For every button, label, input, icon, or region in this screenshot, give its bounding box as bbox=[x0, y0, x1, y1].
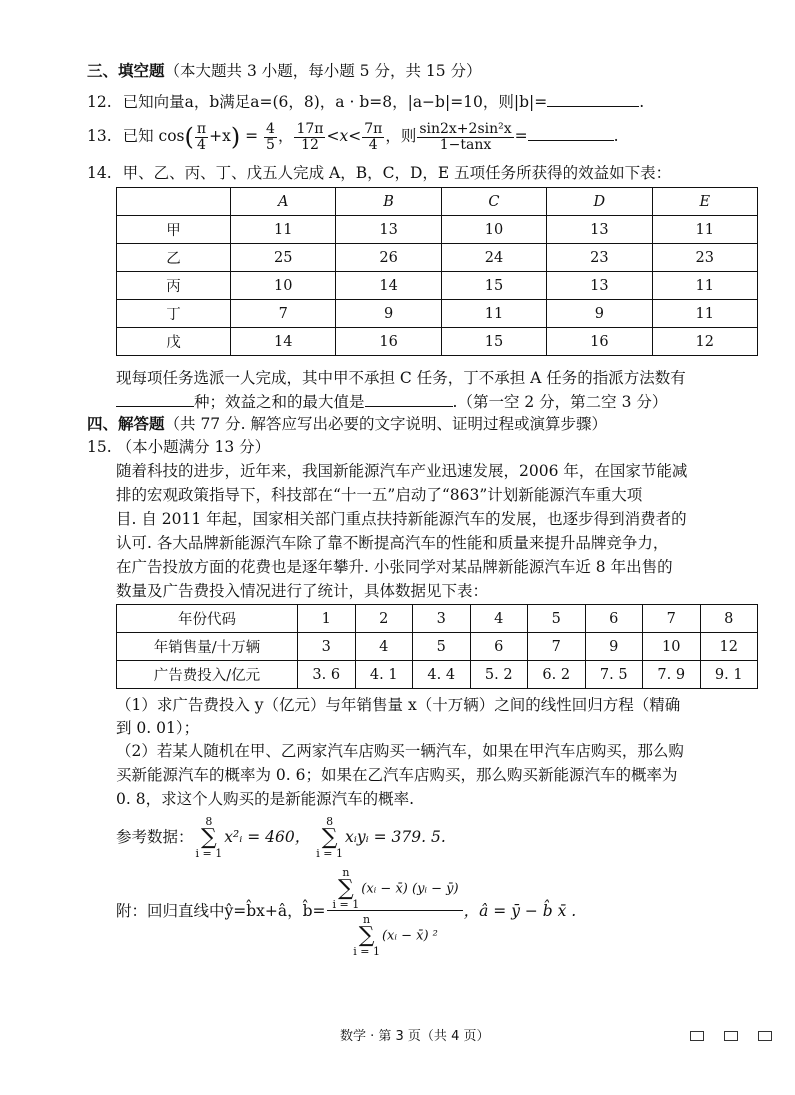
q15-ref-sum2: xᵢyᵢ = 379. 5. bbox=[344, 828, 446, 846]
table-cell: 9 bbox=[585, 633, 643, 661]
q14-after-line2 bbox=[116, 391, 667, 412]
table-cell: 11 bbox=[652, 216, 757, 244]
table-cell: 4. 1 bbox=[355, 661, 413, 689]
table-cell: 3 bbox=[413, 605, 471, 633]
q15-para-line: 在广告投放方面的花费也是逐年攀升. 小张同学对某品牌新能源汽车近 8 年出售的 bbox=[116, 558, 673, 576]
table-cell: 16 bbox=[336, 328, 441, 356]
table-header-cell: B bbox=[336, 188, 441, 216]
table-cell: 7. 9 bbox=[643, 661, 701, 689]
table-cell: 年销售量/十万辆 bbox=[117, 633, 298, 661]
q15-table bbox=[116, 604, 758, 689]
table-cell: 3. 6 bbox=[298, 661, 356, 689]
table-row bbox=[117, 661, 758, 689]
table-cell: 10 bbox=[231, 272, 336, 300]
table-cell: 8 bbox=[700, 605, 758, 633]
table-cell: 6. 2 bbox=[528, 661, 586, 689]
q14-after-line1: 现每项任务选派一人完成，其中甲不承担 C 任务，丁不承担 A 任务的指派方法数有 bbox=[116, 369, 686, 387]
q15-para-line: 随着科技的进步，近年来，我国新能源汽车产业迅速发展，2006 年，在国家节能减 bbox=[116, 462, 688, 480]
table-cell: 丙 bbox=[117, 272, 231, 300]
table-cell: 16 bbox=[547, 328, 652, 356]
table-cell: 4 bbox=[355, 633, 413, 661]
table-cell: 10 bbox=[643, 633, 701, 661]
q15-part1-line2: 到 0. 01）； bbox=[116, 719, 200, 737]
table-cell: 23 bbox=[652, 244, 757, 272]
table-cell: 6 bbox=[585, 605, 643, 633]
corner-box bbox=[690, 1031, 704, 1041]
q13-value-frac: $\frac{4}{5}$ bbox=[266, 120, 275, 153]
table-cell: 11 bbox=[652, 300, 757, 328]
q15-reference-data bbox=[116, 816, 446, 859]
q13-pi-over-4: $\frac{\pi}{4}$ bbox=[196, 120, 207, 153]
sum-symbol: n ∑ i = 1 bbox=[332, 865, 360, 911]
q13-number: 13. bbox=[87, 127, 112, 145]
table-cell: 甲 bbox=[117, 216, 231, 244]
table-cell: 11 bbox=[231, 216, 336, 244]
q14-after-line2b: .（第一空 2 分，第二空 3 分） bbox=[452, 393, 668, 411]
table-cell: 25 bbox=[231, 244, 336, 272]
table-header-cell: E bbox=[652, 188, 757, 216]
q15-ref-label: 参考数据： bbox=[116, 828, 194, 846]
table-cell: 11 bbox=[652, 272, 757, 300]
table-row bbox=[117, 188, 758, 216]
table-cell: 3 bbox=[298, 633, 356, 661]
table-row bbox=[117, 272, 758, 300]
q12-number: 12. bbox=[87, 93, 112, 111]
q15-part2-line2: 买新能源汽车的概率为 0. 6；如果在乙汽车店购买，那么购买新能源汽车的概率为 bbox=[116, 766, 678, 784]
table-cell: 5 bbox=[528, 605, 586, 633]
table-cell bbox=[117, 188, 231, 216]
page-footer: 数学 · 第 3 页（共 4 页） bbox=[340, 1029, 490, 1044]
q14-blank-1[interactable] bbox=[116, 391, 194, 407]
corner-box bbox=[724, 1031, 738, 1041]
q15-part2-line1: （2）若某人随机在甲、乙两家汽车店购买一辆汽车，如果在甲汽车店购买，那么购 bbox=[116, 742, 684, 760]
q15-para-line: 认可. 各大品牌新能源汽车除了靠不断提高汽车的性能和质量来提升品牌竞争力， bbox=[116, 534, 669, 552]
table-cell: 7. 5 bbox=[585, 661, 643, 689]
table-cell: 戊 bbox=[117, 328, 231, 356]
table-cell: 23 bbox=[547, 244, 652, 272]
section3-heading bbox=[87, 61, 482, 81]
table-cell: 9 bbox=[336, 300, 441, 328]
q15-number: 15. bbox=[87, 438, 112, 456]
table-cell: 26 bbox=[336, 244, 441, 272]
table-row bbox=[117, 633, 758, 661]
table-row bbox=[117, 216, 758, 244]
table-cell: 7 bbox=[231, 300, 336, 328]
q15-part2-line3: 0. 8，求这个人购买的是新能源汽车的概率. bbox=[116, 790, 415, 808]
table-row bbox=[117, 328, 758, 356]
table-cell: 丁 bbox=[117, 300, 231, 328]
q14-intro: 甲、乙、丙、丁、戊五人完成 A，B，C，D，E 五项任务所获得的效益如下表： bbox=[122, 164, 672, 182]
table-cell: 年份代码 bbox=[117, 605, 298, 633]
q15-part1-line1: （1）求广告费投入 y（亿元）与年销售量 x（十万辆）之间的线性回归方程（精确 bbox=[116, 696, 681, 714]
q13-range-right: $\frac{7\pi}{4}$ bbox=[364, 120, 383, 153]
section4-title: 四、解答题 bbox=[87, 415, 165, 433]
table-row bbox=[117, 300, 758, 328]
table-cell: 13 bbox=[547, 272, 652, 300]
q15-score: （本小题满分 13 分） bbox=[116, 438, 271, 456]
q13-answer-blank[interactable] bbox=[528, 125, 614, 141]
q14-number: 14. bbox=[87, 164, 112, 182]
table-cell: 2 bbox=[355, 605, 413, 633]
q13-expression: $\frac{\text{sin2x+2sin²x}}{1-\tan x}$ bbox=[419, 120, 512, 153]
table-cell: 7 bbox=[528, 633, 586, 661]
q14-blank-2[interactable] bbox=[365, 391, 453, 407]
table-cell: 14 bbox=[336, 272, 441, 300]
table-cell: 11 bbox=[441, 300, 546, 328]
q13-eq: = bbox=[514, 127, 528, 145]
q13-range-left: $\frac{17\pi}{12}$ bbox=[296, 120, 324, 153]
q15-para-line: 排的宏观政策指导下，科技部在“十一五”启动了“863”计划新能源汽车重大项 bbox=[116, 486, 643, 504]
q13-text-a: 已知 cos bbox=[122, 127, 185, 145]
q15-regression-formula bbox=[116, 866, 576, 957]
corner-box bbox=[758, 1031, 772, 1041]
sum-symbol: 8 ∑ i = 1 bbox=[316, 815, 343, 860]
table-cell: 1 bbox=[298, 605, 356, 633]
table-cell: 6 bbox=[470, 633, 528, 661]
table-cell: 15 bbox=[441, 272, 546, 300]
q15-ref-sum1: x²ᵢ = 460， bbox=[224, 828, 311, 846]
table-cell: 9. 1 bbox=[700, 661, 758, 689]
table-cell: 5. 2 bbox=[470, 661, 528, 689]
question-13: 13. 已知 cos( $\frac{\pi}{4}$ +x) = $\frac{4}{5}$ ， $\frac{17\pi}{12}$ <x< $\frac{7\pi}{4}$ ，则 $\frac{\text{sin2x+2sin²x}}{1-\tan x}$ = . bbox=[87, 120, 619, 153]
section3-title: 三、填空题 bbox=[87, 62, 165, 80]
question-12 bbox=[87, 91, 644, 112]
sum-symbol: 8 ∑ i = 1 bbox=[195, 815, 223, 860]
question-14-intro bbox=[87, 163, 671, 183]
q13-end: . bbox=[613, 127, 619, 145]
section4-heading bbox=[87, 414, 607, 434]
q13-then: ，则 bbox=[385, 127, 417, 145]
table-cell: 15 bbox=[441, 328, 546, 356]
q15-b-hat-fraction: n ∑ i = 1(xᵢ − x̄) (yᵢ − ȳ) n ∑ i = 1(xᵢ − x̄) ² bbox=[327, 868, 463, 957]
table-cell: 4 bbox=[470, 605, 528, 633]
table-row bbox=[117, 244, 758, 272]
q12-text: 已知向量a，b满足a=(6，8)，a · b=8，|a−b|=10，则|b|= bbox=[122, 93, 548, 111]
question-15-header bbox=[87, 437, 270, 457]
table-cell: 13 bbox=[336, 216, 441, 244]
table-cell: 14 bbox=[231, 328, 336, 356]
sum-symbol: n ∑ i = 1 bbox=[353, 912, 380, 958]
q14-after-line2a: 种；效益之和的最大值是 bbox=[194, 393, 365, 411]
table-cell: 乙 bbox=[117, 244, 231, 272]
table-header-cell: C bbox=[441, 188, 546, 216]
table-cell: 12 bbox=[652, 328, 757, 356]
q13-range-mid: <x< bbox=[326, 127, 362, 145]
q15-para-line: 目. 自 2011 年起，国家相关部门重点扶持新能源汽车的发展，也逐步得到消费者的 bbox=[116, 510, 687, 528]
table-cell: 4. 4 bbox=[413, 661, 471, 689]
q15-para-line: 数量及广告费投入情况进行了统计，具体数据见下表： bbox=[116, 582, 489, 600]
table-cell: 7 bbox=[643, 605, 701, 633]
q12-end: . bbox=[639, 93, 645, 111]
table-header-cell: A bbox=[231, 188, 336, 216]
table-cell: 5 bbox=[413, 633, 471, 661]
table-cell: 24 bbox=[441, 244, 546, 272]
q15-att-tail: ，â = ȳ − b̂ x̄ . bbox=[463, 902, 577, 920]
table-cell: 10 bbox=[441, 216, 546, 244]
q14-table bbox=[116, 187, 758, 356]
table-cell: 12 bbox=[700, 633, 758, 661]
table-cell: 广告费投入/亿元 bbox=[117, 661, 298, 689]
q13-plus-x: +x bbox=[209, 127, 231, 145]
table-row bbox=[117, 605, 758, 633]
table-cell: 9 bbox=[547, 300, 652, 328]
q12-answer-blank[interactable] bbox=[547, 91, 639, 107]
table-cell: 13 bbox=[547, 216, 652, 244]
section4-note: （共 77 分. 解答应写出必要的文字说明、证明过程或演算步骤） bbox=[164, 415, 607, 433]
table-header-cell: D bbox=[547, 188, 652, 216]
q15-att-label: 附：回归直线中ŷ=b̂x+â，b̂= bbox=[116, 902, 326, 920]
section3-note: （本大题共 3 小题，每小题 5 分，共 15 分） bbox=[164, 62, 482, 80]
